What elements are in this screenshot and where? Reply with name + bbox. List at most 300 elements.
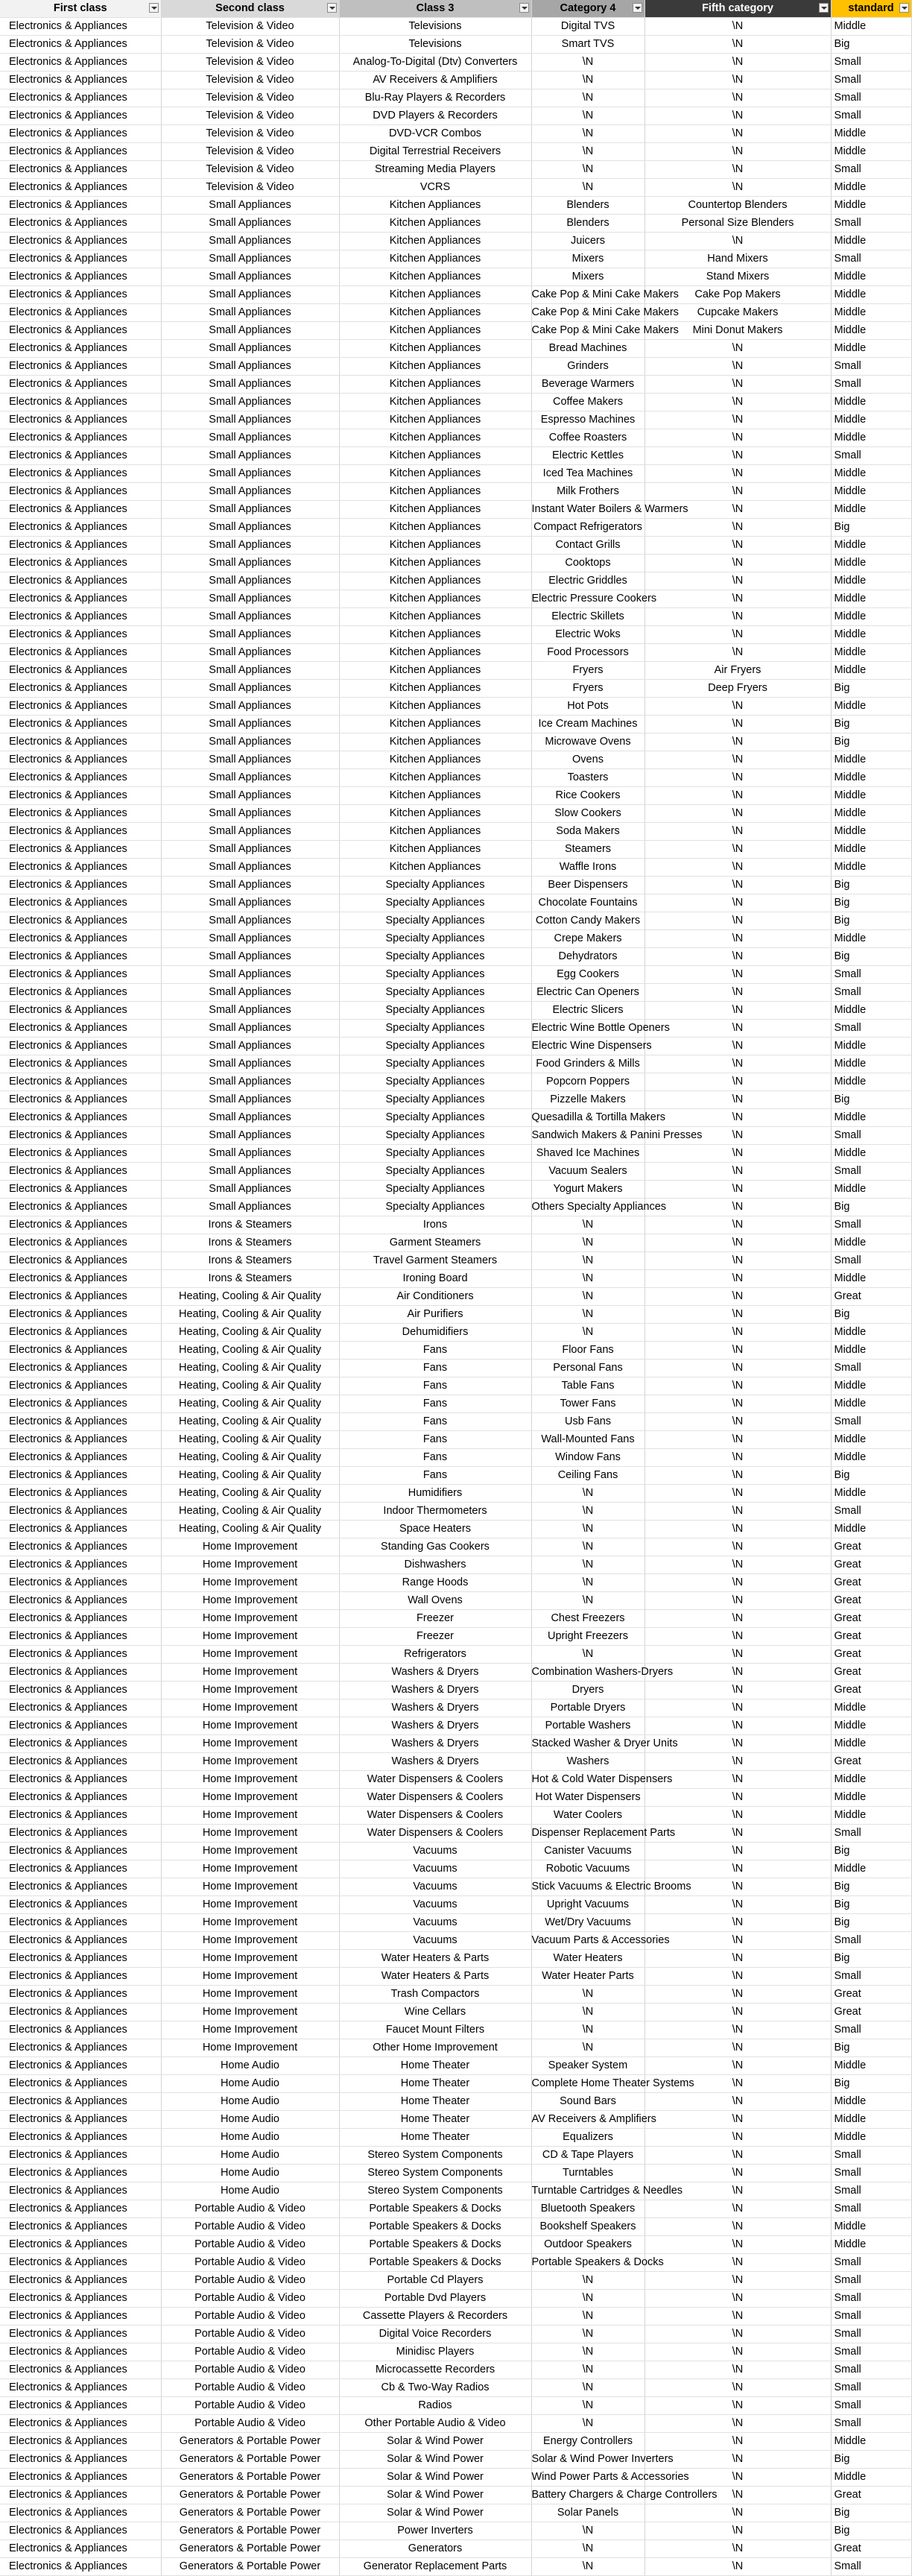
cell-first-class[interactable]: Electronics & Appliances bbox=[0, 2057, 161, 2075]
cell-first-class[interactable]: Electronics & Appliances bbox=[0, 215, 161, 233]
cell-class-3[interactable]: Solar & Wind Power bbox=[339, 2504, 531, 2522]
cell-fifth-category[interactable]: \N bbox=[645, 644, 831, 662]
cell-class-3[interactable]: Portable Speakers & Docks bbox=[339, 2200, 531, 2218]
cell-second-class[interactable]: Portable Audio & Video bbox=[161, 2397, 339, 2415]
cell-class-3[interactable]: Garment Steamers bbox=[339, 1234, 531, 1252]
cell-fifth-category[interactable]: \N bbox=[645, 125, 831, 143]
cell-standard[interactable]: Small bbox=[831, 966, 911, 984]
cell-standard[interactable]: Middle bbox=[831, 125, 911, 143]
cell-class-3[interactable]: Generators bbox=[339, 2540, 531, 2558]
cell-standard[interactable]: Small bbox=[831, 1360, 911, 1377]
cell-first-class[interactable]: Electronics & Appliances bbox=[0, 197, 161, 215]
cell-second-class[interactable]: Small Appliances bbox=[161, 268, 339, 286]
cell-fifth-category[interactable]: \N bbox=[645, 1896, 831, 1914]
cell-category-4[interactable]: Cotton Candy Makers bbox=[531, 912, 645, 930]
cell-first-class[interactable]: Electronics & Appliances bbox=[0, 537, 161, 555]
cell-standard[interactable]: Middle bbox=[831, 1073, 911, 1091]
cell-standard[interactable]: Middle bbox=[831, 1270, 911, 1288]
cell-category-4[interactable]: Outdoor Speakers bbox=[531, 2236, 645, 2254]
cell-fifth-category[interactable]: \N bbox=[645, 966, 831, 984]
cell-fifth-category[interactable]: \N bbox=[645, 2075, 831, 2093]
cell-category-4[interactable]: Fryers bbox=[531, 680, 645, 698]
cell-fifth-category[interactable]: \N bbox=[645, 859, 831, 877]
cell-class-3[interactable]: Standing Gas Cookers bbox=[339, 1538, 531, 1556]
cell-standard[interactable]: Big bbox=[831, 2522, 911, 2540]
cell-class-3[interactable]: Water Dispensers & Coolers bbox=[339, 1771, 531, 1789]
cell-category-4[interactable]: Yogurt Makers bbox=[531, 1181, 645, 1199]
column-header-second-class[interactable] bbox=[161, 0, 339, 18]
cell-standard[interactable]: Middle bbox=[831, 2433, 911, 2451]
cell-fifth-category[interactable]: \N bbox=[645, 483, 831, 501]
cell-first-class[interactable]: Electronics & Appliances bbox=[0, 1538, 161, 1556]
cell-first-class[interactable]: Electronics & Appliances bbox=[0, 1914, 161, 1932]
column-header-fifth-category[interactable] bbox=[645, 0, 831, 18]
cell-category-4[interactable]: \N bbox=[531, 107, 645, 125]
cell-class-3[interactable]: Cb & Two-Way Radios bbox=[339, 2379, 531, 2397]
cell-fifth-category[interactable]: \N bbox=[645, 1342, 831, 1360]
cell-class-3[interactable]: Kitchen Appliances bbox=[339, 483, 531, 501]
cell-category-4[interactable]: Portable Washers bbox=[531, 1717, 645, 1735]
cell-standard[interactable]: Middle bbox=[831, 179, 911, 197]
cell-second-class[interactable]: Small Appliances bbox=[161, 662, 339, 680]
cell-first-class[interactable]: Electronics & Appliances bbox=[0, 948, 161, 966]
cell-class-3[interactable]: Kitchen Appliances bbox=[339, 501, 531, 519]
cell-class-3[interactable]: Freezer bbox=[339, 1610, 531, 1628]
cell-category-4[interactable]: Energy Controllers bbox=[531, 2433, 645, 2451]
cell-class-3[interactable]: Home Theater bbox=[339, 2093, 531, 2111]
cell-second-class[interactable]: Home Improvement bbox=[161, 1682, 339, 1699]
cell-second-class[interactable]: Small Appliances bbox=[161, 948, 339, 966]
cell-second-class[interactable]: Small Appliances bbox=[161, 1145, 339, 1163]
cell-fifth-category[interactable]: \N bbox=[645, 358, 831, 376]
cell-first-class[interactable]: Electronics & Appliances bbox=[0, 1091, 161, 1109]
cell-second-class[interactable]: Small Appliances bbox=[161, 930, 339, 948]
cell-category-4[interactable]: Electric Kettles bbox=[531, 447, 645, 465]
cell-first-class[interactable]: Electronics & Appliances bbox=[0, 680, 161, 698]
cell-standard[interactable]: Middle bbox=[831, 1485, 911, 1503]
cell-category-4[interactable]: \N bbox=[531, 2326, 645, 2343]
cell-first-class[interactable]: Electronics & Appliances bbox=[0, 1342, 161, 1360]
cell-class-3[interactable]: Kitchen Appliances bbox=[339, 555, 531, 572]
cell-fifth-category[interactable]: \N bbox=[645, 2004, 831, 2021]
cell-category-4[interactable]: Popcorn Poppers bbox=[531, 1073, 645, 1091]
cell-standard[interactable]: Middle bbox=[831, 2057, 911, 2075]
cell-standard[interactable]: Small bbox=[831, 1127, 911, 1145]
cell-category-4[interactable]: Smart TVS bbox=[531, 36, 645, 54]
cell-second-class[interactable]: Small Appliances bbox=[161, 358, 339, 376]
cell-fifth-category[interactable]: Personal Size Blenders bbox=[645, 215, 831, 233]
cell-class-3[interactable]: Kitchen Appliances bbox=[339, 394, 531, 411]
cell-standard[interactable]: Big bbox=[831, 36, 911, 54]
cell-standard[interactable]: Big bbox=[831, 948, 911, 966]
cell-second-class[interactable]: Small Appliances bbox=[161, 608, 339, 626]
cell-category-4[interactable]: \N bbox=[531, 1521, 645, 1538]
cell-category-4[interactable]: \N bbox=[531, 1252, 645, 1270]
cell-first-class[interactable]: Electronics & Appliances bbox=[0, 483, 161, 501]
cell-first-class[interactable]: Electronics & Appliances bbox=[0, 2379, 161, 2397]
cell-fifth-category[interactable]: \N bbox=[645, 2540, 831, 2558]
cell-second-class[interactable]: Small Appliances bbox=[161, 1163, 339, 1181]
cell-standard[interactable]: Big bbox=[831, 2451, 911, 2469]
cell-first-class[interactable]: Electronics & Appliances bbox=[0, 107, 161, 125]
cell-standard[interactable]: Small bbox=[831, 2200, 911, 2218]
cell-category-4[interactable]: \N bbox=[531, 2308, 645, 2326]
cell-second-class[interactable]: Small Appliances bbox=[161, 733, 339, 751]
cell-second-class[interactable]: Home Improvement bbox=[161, 1664, 339, 1682]
cell-first-class[interactable]: Electronics & Appliances bbox=[0, 1413, 161, 1431]
cell-second-class[interactable]: Portable Audio & Video bbox=[161, 2218, 339, 2236]
cell-first-class[interactable]: Electronics & Appliances bbox=[0, 859, 161, 877]
cell-class-3[interactable]: Wine Cellars bbox=[339, 2004, 531, 2021]
cell-category-4[interactable]: \N bbox=[531, 2379, 645, 2397]
cell-first-class[interactable]: Electronics & Appliances bbox=[0, 411, 161, 429]
cell-first-class[interactable]: Electronics & Appliances bbox=[0, 2182, 161, 2200]
cell-fifth-category[interactable]: \N bbox=[645, 465, 831, 483]
cell-standard[interactable]: Small bbox=[831, 2272, 911, 2290]
cell-standard[interactable]: Small bbox=[831, 72, 911, 89]
cell-category-4[interactable]: Digital TVS bbox=[531, 18, 645, 36]
cell-first-class[interactable]: Electronics & Appliances bbox=[0, 1485, 161, 1503]
cell-first-class[interactable]: Electronics & Appliances bbox=[0, 1646, 161, 1664]
cell-class-3[interactable]: Specialty Appliances bbox=[339, 1055, 531, 1073]
cell-class-3[interactable]: Washers & Dryers bbox=[339, 1753, 531, 1771]
cell-first-class[interactable]: Electronics & Appliances bbox=[0, 2218, 161, 2236]
cell-class-3[interactable]: Fans bbox=[339, 1431, 531, 1449]
cell-first-class[interactable]: Electronics & Appliances bbox=[0, 304, 161, 322]
cell-class-3[interactable]: Specialty Appliances bbox=[339, 1020, 531, 1038]
cell-second-class[interactable]: Heating, Cooling & Air Quality bbox=[161, 1431, 339, 1449]
filter-dropdown-icon[interactable] bbox=[149, 3, 159, 13]
cell-second-class[interactable]: Heating, Cooling & Air Quality bbox=[161, 1449, 339, 1467]
cell-first-class[interactable]: Electronics & Appliances bbox=[0, 2147, 161, 2165]
cell-class-3[interactable]: Televisions bbox=[339, 36, 531, 54]
cell-category-4[interactable]: Turntable Cartridges & Needles bbox=[531, 2182, 645, 2200]
cell-standard[interactable]: Small bbox=[831, 1216, 911, 1234]
cell-standard[interactable]: Middle bbox=[831, 698, 911, 716]
cell-standard[interactable]: Great bbox=[831, 2004, 911, 2021]
cell-second-class[interactable]: Home Improvement bbox=[161, 1699, 339, 1717]
cell-class-3[interactable]: Vacuums bbox=[339, 1860, 531, 1878]
cell-first-class[interactable]: Electronics & Appliances bbox=[0, 1181, 161, 1199]
cell-second-class[interactable]: Television & Video bbox=[161, 36, 339, 54]
cell-category-4[interactable]: Bread Machines bbox=[531, 340, 645, 358]
cell-first-class[interactable]: Electronics & Appliances bbox=[0, 1843, 161, 1860]
cell-class-3[interactable]: Kitchen Appliances bbox=[339, 787, 531, 805]
cell-category-4[interactable]: Coffee Makers bbox=[531, 394, 645, 411]
cell-category-4[interactable]: \N bbox=[531, 1538, 645, 1556]
cell-fifth-category[interactable]: \N bbox=[645, 877, 831, 894]
cell-second-class[interactable]: Small Appliances bbox=[161, 823, 339, 841]
cell-category-4[interactable]: Food Processors bbox=[531, 644, 645, 662]
cell-class-3[interactable]: Kitchen Appliances bbox=[339, 250, 531, 268]
cell-class-3[interactable]: Specialty Appliances bbox=[339, 1109, 531, 1127]
cell-class-3[interactable]: Vacuums bbox=[339, 1914, 531, 1932]
cell-first-class[interactable]: Electronics & Appliances bbox=[0, 36, 161, 54]
cell-second-class[interactable]: Small Appliances bbox=[161, 394, 339, 411]
cell-second-class[interactable]: Small Appliances bbox=[161, 1002, 339, 1020]
cell-first-class[interactable]: Electronics & Appliances bbox=[0, 1216, 161, 1234]
cell-first-class[interactable]: Electronics & Appliances bbox=[0, 250, 161, 268]
cell-fifth-category[interactable]: Countertop Blenders bbox=[645, 197, 831, 215]
cell-category-4[interactable]: Window Fans bbox=[531, 1449, 645, 1467]
cell-standard[interactable]: Big bbox=[831, 1950, 911, 1968]
cell-class-3[interactable]: Kitchen Appliances bbox=[339, 376, 531, 394]
cell-class-3[interactable]: Kitchen Appliances bbox=[339, 233, 531, 250]
cell-first-class[interactable]: Electronics & Appliances bbox=[0, 698, 161, 716]
cell-first-class[interactable]: Electronics & Appliances bbox=[0, 877, 161, 894]
cell-class-3[interactable]: Blu-Ray Players & Recorders bbox=[339, 89, 531, 107]
cell-standard[interactable]: Great bbox=[831, 1682, 911, 1699]
cell-category-4[interactable]: Wall-Mounted Fans bbox=[531, 1431, 645, 1449]
cell-class-3[interactable]: Kitchen Appliances bbox=[339, 698, 531, 716]
cell-second-class[interactable]: Small Appliances bbox=[161, 805, 339, 823]
cell-category-4[interactable]: Rice Cookers bbox=[531, 787, 645, 805]
cell-standard[interactable]: Small bbox=[831, 1252, 911, 1270]
cell-first-class[interactable]: Electronics & Appliances bbox=[0, 447, 161, 465]
filter-dropdown-icon[interactable] bbox=[899, 3, 909, 13]
cell-second-class[interactable]: Small Appliances bbox=[161, 447, 339, 465]
cell-category-4[interactable]: Usb Fans bbox=[531, 1413, 645, 1431]
cell-fifth-category[interactable]: \N bbox=[645, 1377, 831, 1395]
cell-class-3[interactable]: Other Home Improvement bbox=[339, 2039, 531, 2057]
cell-category-4[interactable]: Portable Speakers & Docks bbox=[531, 2254, 645, 2272]
cell-first-class[interactable]: Electronics & Appliances bbox=[0, 1717, 161, 1735]
cell-fifth-category[interactable]: \N bbox=[645, 1717, 831, 1735]
cell-standard[interactable]: Small bbox=[831, 447, 911, 465]
cell-fifth-category[interactable]: \N bbox=[645, 1986, 831, 2004]
cell-class-3[interactable]: Kitchen Appliances bbox=[339, 197, 531, 215]
cell-first-class[interactable]: Electronics & Appliances bbox=[0, 394, 161, 411]
cell-second-class[interactable]: Portable Audio & Video bbox=[161, 2200, 339, 2218]
cell-class-3[interactable]: Other Portable Audio & Video bbox=[339, 2415, 531, 2433]
cell-class-3[interactable]: Washers & Dryers bbox=[339, 1699, 531, 1717]
cell-second-class[interactable]: Heating, Cooling & Air Quality bbox=[161, 1485, 339, 1503]
cell-fifth-category[interactable]: \N bbox=[645, 912, 831, 930]
cell-standard[interactable]: Small bbox=[831, 2558, 911, 2576]
cell-fifth-category[interactable]: \N bbox=[645, 1485, 831, 1503]
cell-fifth-category[interactable]: \N bbox=[645, 72, 831, 89]
cell-second-class[interactable]: Generators & Portable Power bbox=[161, 2469, 339, 2487]
cell-first-class[interactable]: Electronics & Appliances bbox=[0, 1521, 161, 1538]
cell-fifth-category[interactable]: \N bbox=[645, 1073, 831, 1091]
cell-first-class[interactable]: Electronics & Appliances bbox=[0, 823, 161, 841]
cell-category-4[interactable]: Compact Refrigerators bbox=[531, 519, 645, 537]
cell-category-4[interactable]: \N bbox=[531, 179, 645, 197]
cell-category-4[interactable]: Steamers bbox=[531, 841, 645, 859]
cell-second-class[interactable]: Home Improvement bbox=[161, 1986, 339, 2004]
cell-fifth-category[interactable]: \N bbox=[645, 2415, 831, 2433]
cell-fifth-category[interactable]: \N bbox=[645, 1038, 831, 1055]
cell-second-class[interactable]: Small Appliances bbox=[161, 483, 339, 501]
cell-class-3[interactable]: Kitchen Appliances bbox=[339, 411, 531, 429]
cell-standard[interactable]: Big bbox=[831, 1914, 911, 1932]
cell-standard[interactable]: Middle bbox=[831, 805, 911, 823]
cell-fifth-category[interactable]: \N bbox=[645, 1825, 831, 1843]
cell-standard[interactable]: Small bbox=[831, 161, 911, 179]
cell-class-3[interactable]: Specialty Appliances bbox=[339, 966, 531, 984]
cell-class-3[interactable]: Specialty Appliances bbox=[339, 948, 531, 966]
cell-class-3[interactable]: Kitchen Appliances bbox=[339, 769, 531, 787]
cell-first-class[interactable]: Electronics & Appliances bbox=[0, 1127, 161, 1145]
cell-standard[interactable]: Small bbox=[831, 1020, 911, 1038]
cell-class-3[interactable]: Solar & Wind Power bbox=[339, 2487, 531, 2504]
cell-class-3[interactable]: Specialty Appliances bbox=[339, 1199, 531, 1216]
cell-fifth-category[interactable]: \N bbox=[645, 930, 831, 948]
cell-category-4[interactable]: \N bbox=[531, 89, 645, 107]
cell-class-3[interactable]: Fans bbox=[339, 1360, 531, 1377]
cell-standard[interactable]: Middle bbox=[831, 1807, 911, 1825]
cell-standard[interactable]: Great bbox=[831, 2540, 911, 2558]
cell-standard[interactable]: Middle bbox=[831, 1377, 911, 1395]
cell-second-class[interactable]: Small Appliances bbox=[161, 1055, 339, 1073]
cell-second-class[interactable]: Portable Audio & Video bbox=[161, 2254, 339, 2272]
cell-second-class[interactable]: Small Appliances bbox=[161, 1020, 339, 1038]
cell-category-4[interactable]: \N bbox=[531, 125, 645, 143]
cell-second-class[interactable]: Home Audio bbox=[161, 2111, 339, 2129]
cell-standard[interactable]: Middle bbox=[831, 644, 911, 662]
cell-standard[interactable]: Middle bbox=[831, 197, 911, 215]
cell-fifth-category[interactable]: \N bbox=[645, 107, 831, 125]
cell-category-4[interactable]: Blenders bbox=[531, 197, 645, 215]
cell-class-3[interactable]: Cassette Players & Recorders bbox=[339, 2308, 531, 2326]
cell-fifth-category[interactable]: \N bbox=[645, 376, 831, 394]
cell-category-4[interactable]: Electric Skillets bbox=[531, 608, 645, 626]
cell-category-4[interactable]: CD & Tape Players bbox=[531, 2147, 645, 2165]
cell-fifth-category[interactable]: \N bbox=[645, 1306, 831, 1324]
cell-second-class[interactable]: Small Appliances bbox=[161, 644, 339, 662]
cell-category-4[interactable]: \N bbox=[531, 1646, 645, 1664]
cell-second-class[interactable]: Small Appliances bbox=[161, 716, 339, 733]
cell-fifth-category[interactable]: \N bbox=[645, 2093, 831, 2111]
cell-standard[interactable]: Middle bbox=[831, 1789, 911, 1807]
cell-class-3[interactable]: Kitchen Appliances bbox=[339, 733, 531, 751]
cell-second-class[interactable]: Small Appliances bbox=[161, 572, 339, 590]
cell-category-4[interactable]: Sandwich Makers & Panini Presses bbox=[531, 1127, 645, 1145]
cell-category-4[interactable]: \N bbox=[531, 54, 645, 72]
cell-class-3[interactable]: Fans bbox=[339, 1467, 531, 1485]
cell-fifth-category[interactable]: Mini Donut Makers bbox=[645, 322, 831, 340]
cell-fifth-category[interactable]: \N bbox=[645, 1646, 831, 1664]
cell-class-3[interactable]: Water Dispensers & Coolers bbox=[339, 1807, 531, 1825]
cell-fifth-category[interactable]: \N bbox=[645, 2254, 831, 2272]
cell-category-4[interactable]: \N bbox=[531, 1485, 645, 1503]
cell-category-4[interactable]: Pizzelle Makers bbox=[531, 1091, 645, 1109]
cell-first-class[interactable]: Electronics & Appliances bbox=[0, 72, 161, 89]
cell-first-class[interactable]: Electronics & Appliances bbox=[0, 268, 161, 286]
cell-fifth-category[interactable]: \N bbox=[645, 1431, 831, 1449]
cell-standard[interactable]: Small bbox=[831, 2361, 911, 2379]
cell-first-class[interactable]: Electronics & Appliances bbox=[0, 2200, 161, 2218]
cell-standard[interactable]: Small bbox=[831, 215, 911, 233]
cell-standard[interactable]: Small bbox=[831, 107, 911, 125]
cell-standard[interactable]: Small bbox=[831, 2290, 911, 2308]
cell-fifth-category[interactable]: \N bbox=[645, 89, 831, 107]
cell-standard[interactable]: Small bbox=[831, 2021, 911, 2039]
cell-second-class[interactable]: Heating, Cooling & Air Quality bbox=[161, 1360, 339, 1377]
cell-category-4[interactable]: AV Receivers & Amplifiers bbox=[531, 2111, 645, 2129]
cell-second-class[interactable]: Portable Audio & Video bbox=[161, 2361, 339, 2379]
cell-second-class[interactable]: Irons & Steamers bbox=[161, 1270, 339, 1288]
cell-standard[interactable]: Middle bbox=[831, 2093, 911, 2111]
cell-second-class[interactable]: Home Improvement bbox=[161, 1789, 339, 1807]
cell-fifth-category[interactable]: \N bbox=[645, 1843, 831, 1860]
cell-category-4[interactable]: \N bbox=[531, 2021, 645, 2039]
cell-category-4[interactable]: Cooktops bbox=[531, 555, 645, 572]
cell-standard[interactable]: Middle bbox=[831, 1395, 911, 1413]
cell-fifth-category[interactable]: \N bbox=[645, 1574, 831, 1592]
cell-fifth-category[interactable]: \N bbox=[645, 2326, 831, 2343]
cell-standard[interactable]: Middle bbox=[831, 787, 911, 805]
cell-standard[interactable]: Middle bbox=[831, 590, 911, 608]
cell-first-class[interactable]: Electronics & Appliances bbox=[0, 841, 161, 859]
cell-second-class[interactable]: Home Improvement bbox=[161, 1538, 339, 1556]
cell-second-class[interactable]: Home Improvement bbox=[161, 1717, 339, 1735]
cell-class-3[interactable]: Kitchen Appliances bbox=[339, 805, 531, 823]
cell-standard[interactable]: Big bbox=[831, 716, 911, 733]
cell-class-3[interactable]: Faucet Mount Filters bbox=[339, 2021, 531, 2039]
cell-second-class[interactable]: Small Appliances bbox=[161, 966, 339, 984]
cell-category-4[interactable]: Crepe Makers bbox=[531, 930, 645, 948]
cell-first-class[interactable]: Electronics & Appliances bbox=[0, 358, 161, 376]
cell-class-3[interactable]: Fans bbox=[339, 1449, 531, 1467]
cell-first-class[interactable]: Electronics & Appliances bbox=[0, 54, 161, 72]
cell-second-class[interactable]: Small Appliances bbox=[161, 250, 339, 268]
cell-category-4[interactable]: \N bbox=[531, 1306, 645, 1324]
cell-fifth-category[interactable]: \N bbox=[645, 1413, 831, 1431]
cell-standard[interactable]: Small bbox=[831, 1503, 911, 1521]
cell-second-class[interactable]: Small Appliances bbox=[161, 590, 339, 608]
cell-first-class[interactable]: Electronics & Appliances bbox=[0, 2558, 161, 2576]
cell-fifth-category[interactable]: \N bbox=[645, 1538, 831, 1556]
cell-standard[interactable]: Big bbox=[831, 894, 911, 912]
cell-category-4[interactable]: Coffee Roasters bbox=[531, 429, 645, 447]
column-header-standard[interactable] bbox=[831, 0, 911, 18]
cell-standard[interactable]: Middle bbox=[831, 304, 911, 322]
cell-fifth-category[interactable]: Hand Mixers bbox=[645, 250, 831, 268]
cell-category-4[interactable]: \N bbox=[531, 1234, 645, 1252]
cell-category-4[interactable]: Wet/Dry Vacuums bbox=[531, 1914, 645, 1932]
column-header-class-3[interactable] bbox=[339, 0, 531, 18]
cell-standard[interactable]: Small bbox=[831, 376, 911, 394]
cell-category-4[interactable]: Hot Water Dispensers bbox=[531, 1789, 645, 1807]
cell-category-4[interactable]: \N bbox=[531, 1592, 645, 1610]
filter-dropdown-icon[interactable] bbox=[327, 3, 337, 13]
cell-first-class[interactable]: Electronics & Appliances bbox=[0, 2326, 161, 2343]
cell-standard[interactable]: Big bbox=[831, 1896, 911, 1914]
cell-class-3[interactable]: Washers & Dryers bbox=[339, 1664, 531, 1682]
cell-category-4[interactable]: Cake Pop & Mini Cake Makers bbox=[531, 286, 645, 304]
cell-class-3[interactable]: Portable Dvd Players bbox=[339, 2290, 531, 2308]
cell-fifth-category[interactable]: \N bbox=[645, 1216, 831, 1234]
cell-fifth-category[interactable]: \N bbox=[645, 429, 831, 447]
cell-first-class[interactable]: Electronics & Appliances bbox=[0, 2039, 161, 2057]
cell-first-class[interactable]: Electronics & Appliances bbox=[0, 912, 161, 930]
cell-standard[interactable]: Middle bbox=[831, 1145, 911, 1163]
cell-category-4[interactable]: Solar Panels bbox=[531, 2504, 645, 2522]
cell-second-class[interactable]: Generators & Portable Power bbox=[161, 2558, 339, 2576]
cell-category-4[interactable]: Electric Pressure Cookers bbox=[531, 590, 645, 608]
cell-category-4[interactable]: Dehydrators bbox=[531, 948, 645, 966]
cell-second-class[interactable]: Portable Audio & Video bbox=[161, 2308, 339, 2326]
filter-dropdown-icon[interactable] bbox=[819, 3, 829, 13]
cell-class-3[interactable]: Washers & Dryers bbox=[339, 1682, 531, 1699]
cell-fifth-category[interactable]: \N bbox=[645, 1181, 831, 1199]
cell-standard[interactable]: Middle bbox=[831, 1699, 911, 1717]
cell-second-class[interactable]: Small Appliances bbox=[161, 1127, 339, 1145]
cell-category-4[interactable]: Water Coolers bbox=[531, 1807, 645, 1825]
cell-standard[interactable]: Middle bbox=[831, 1342, 911, 1360]
cell-category-4[interactable]: Vacuum Parts & Accessories bbox=[531, 1932, 645, 1950]
